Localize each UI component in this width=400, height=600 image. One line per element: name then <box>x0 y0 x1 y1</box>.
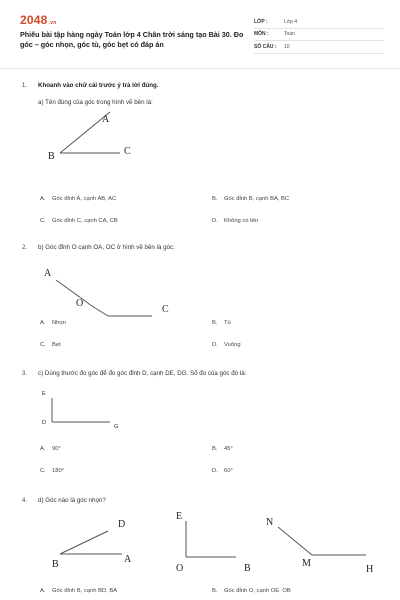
meta-value: Lớp 4 <box>284 18 298 25</box>
option-a[interactable] <box>40 446 61 452</box>
vertex-label-d: D <box>118 519 126 530</box>
ray-mn <box>278 527 312 555</box>
option-text: Góc đỉnh B, cạnh BA, BC <box>224 196 290 202</box>
question-heading: Khoanh vào chữ cái trước ý trả lời đúng. <box>38 82 159 89</box>
option-b[interactable] <box>212 196 289 202</box>
option-text: 45° <box>224 446 233 452</box>
option-a[interactable] <box>40 320 66 326</box>
meta-row-subject <box>254 29 384 42</box>
option-key: B. <box>212 196 218 202</box>
question-prompt: d) Góc nào là góc nhọn? <box>38 497 106 504</box>
ray-oc-start <box>92 306 108 316</box>
option-text: Góc đỉnh A, cạnh AB, AC <box>52 196 117 202</box>
option-key: C. <box>40 468 46 474</box>
option-text: 180° <box>52 468 64 474</box>
option-a[interactable] <box>40 588 117 594</box>
vertex-label-b2: B <box>244 563 251 574</box>
question-number: 3. <box>22 371 28 377</box>
brand-name: 2048 <box>20 13 48 27</box>
question-prompt: a) Tên đúng của góc trong hình vẽ bên là: <box>38 99 153 106</box>
vertex-label-o: O <box>176 563 184 574</box>
meta-box <box>254 16 384 54</box>
vertex-label-c: C <box>124 146 131 157</box>
option-text: Bẹt <box>52 342 61 348</box>
option-key: C. <box>40 218 46 224</box>
option-key: D. <box>212 218 218 224</box>
meta-key: MÔN : <box>254 31 269 38</box>
option-d[interactable] <box>212 218 258 224</box>
vertex-label-e: E <box>176 511 183 522</box>
option-b[interactable] <box>212 320 231 326</box>
option-text: 90° <box>52 446 61 452</box>
meta-value: 10 <box>284 43 290 50</box>
question-number: 4. <box>22 498 28 504</box>
option-key: A. <box>40 320 46 326</box>
option-key: A. <box>40 446 46 452</box>
option-text: 60° <box>224 468 233 474</box>
question-prompt: b) Góc đỉnh O cạnh OA, OC ở hình vẽ bên là góc: <box>38 244 175 251</box>
vertex-label-m: M <box>302 558 311 569</box>
option-c[interactable] <box>40 218 118 224</box>
vertex-label-b: B <box>48 151 55 162</box>
vertex-label-n: N <box>266 517 274 528</box>
vertex-label-h: H <box>366 564 374 575</box>
option-b[interactable] <box>212 588 291 594</box>
meta-value: Toán <box>284 31 295 38</box>
vertex-label-a: A <box>124 554 132 565</box>
vertex-label-c: C <box>162 304 169 315</box>
option-key: D. <box>212 468 218 474</box>
vertex-label-o: O <box>76 298 84 309</box>
option-text: Nhọn <box>52 320 66 326</box>
question-number: 1. <box>22 83 28 89</box>
option-d[interactable] <box>212 468 233 474</box>
option-key: D. <box>212 342 218 348</box>
question-prompt: c) Dùng thước đo góc để đo góc đỉnh D, cạnh DE, DG. Số đo của góc đó là: <box>38 370 247 377</box>
option-key: A. <box>40 588 46 594</box>
option-a[interactable] <box>40 196 116 202</box>
meta-row-class <box>254 16 384 29</box>
header-divider <box>0 68 400 69</box>
option-text: Góc đỉnh O, cạnh OE, OB <box>224 588 291 594</box>
option-key: B. <box>212 320 218 326</box>
option-text: Vuông <box>224 342 241 348</box>
brand-suffix: .vn <box>48 20 57 26</box>
meta-key: SỐ CÂU : <box>254 43 277 50</box>
vertex-label-b: B <box>52 559 59 570</box>
option-text: Góc đỉnh C, cạnh CA, CB <box>52 218 118 224</box>
angle-figure <box>38 384 138 432</box>
vertex-label-e: E <box>42 391 46 397</box>
vertex-label-g: G <box>114 424 119 430</box>
ray-oa <box>56 280 92 306</box>
option-text: Tù <box>224 320 231 326</box>
option-key: B. <box>212 446 218 452</box>
vertex-label-a: A <box>44 268 52 279</box>
option-key: A. <box>40 196 46 202</box>
question-number: 2. <box>22 245 28 251</box>
option-text: Không có tên <box>224 218 259 224</box>
ray-bd <box>60 531 108 554</box>
meta-key: LỚP : <box>254 18 268 25</box>
meta-row-count <box>254 41 384 54</box>
option-c[interactable] <box>40 468 64 474</box>
page-title: Phiếu bài tập hàng ngày Toán lớp 4 Chân trời sáng tạo Bài 30. Đo góc – góc nhọn, góc tù, góc bẹt có đáp án <box>20 30 244 49</box>
angle-labels <box>40 108 150 178</box>
option-d[interactable] <box>212 342 241 348</box>
option-b[interactable] <box>212 446 233 452</box>
vertex-label-d: D <box>42 420 46 426</box>
angle-figures <box>40 509 390 577</box>
option-key: B. <box>212 588 218 594</box>
angle-figure <box>40 260 190 320</box>
option-c[interactable] <box>40 342 61 348</box>
option-key: C. <box>40 342 46 348</box>
option-text: Góc đỉnh B, cạnh BD, BA <box>52 588 118 594</box>
brand-logo <box>20 13 56 27</box>
vertex-label-a: A <box>102 114 110 125</box>
